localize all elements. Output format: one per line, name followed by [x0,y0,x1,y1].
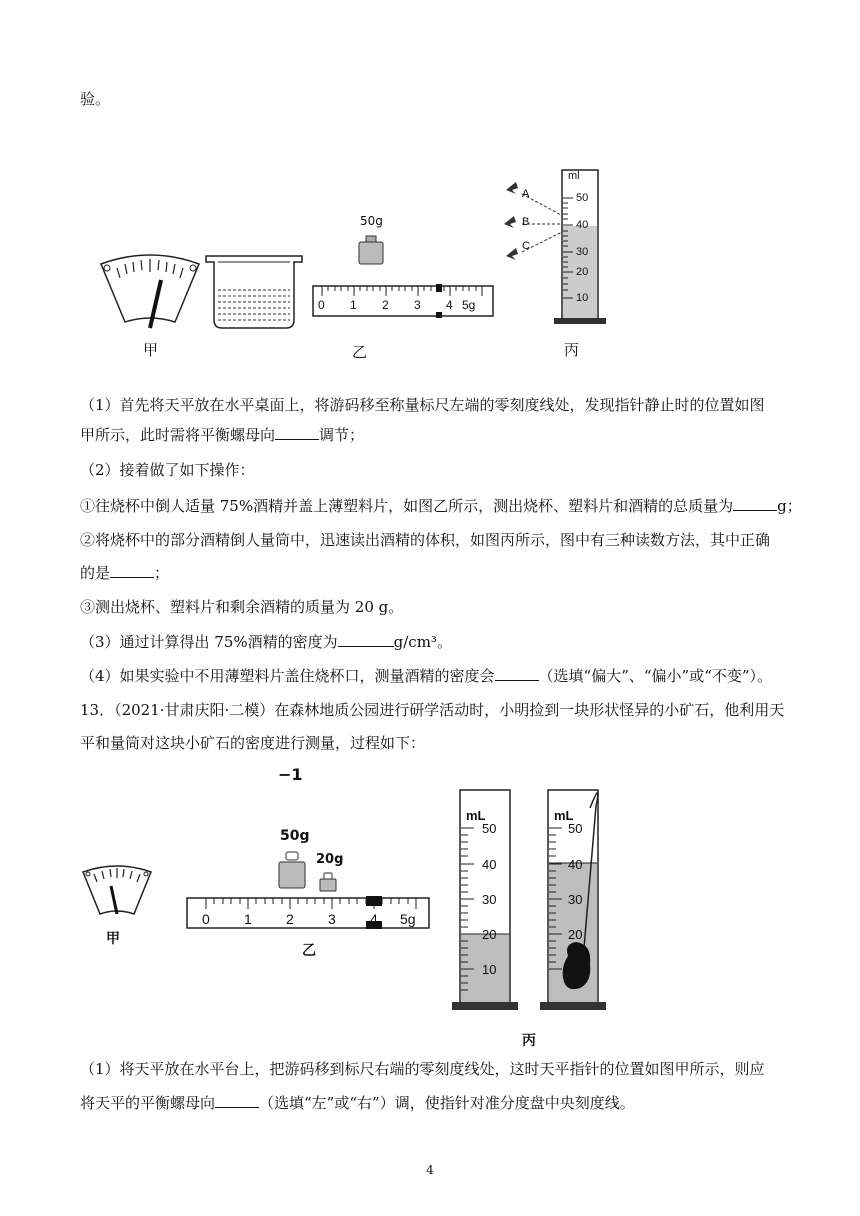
page-number: 4 [426,1163,434,1177]
cylinder-unit: mL [554,808,574,823]
text: （4）如果实验中不用薄塑料片盖住烧杯口，测量酒精的密度会 [80,667,495,685]
cylinder-mark: 30 [576,246,589,258]
text: ①往烧杯中倒人适量 75%酒精并盖上薄塑料片，如图乙所示，测出烧杯、塑料片和酒精的总质量为 [80,497,734,515]
figure-label-jia: 甲 [143,341,159,359]
q12-step2d: ③测出烧杯、塑料片和剩余酒精的质量为 20 g。 [80,598,404,616]
answer-blank [338,632,394,647]
answer-blank [215,1093,259,1108]
eye-label-c: C [522,240,530,252]
q12-step2c [80,563,169,583]
text-fragment: 验。 [80,90,111,108]
answer-blank [110,563,154,578]
q12-step2a [80,496,802,516]
weight-figure [356,234,386,266]
cylinder-mark: 20 [576,266,589,278]
cylinders-labels [450,778,620,1014]
answer-blank [495,666,539,681]
ruler-tick: 1 [244,911,252,927]
cylinder-mark: 50 [568,821,583,836]
q12-step1-line2 [80,425,364,445]
text: （选填“左”或“右”）调，使指针对准分度盘中央刻度线。 [259,1094,635,1112]
figure-label-bing-2: 丙 [522,1033,536,1049]
text: 的是 [80,564,111,582]
rider-ruler-figure-2 [186,894,430,930]
q12-step1-line1: （1）首先将天平放在水平桌面上，将游码移至称量标尺左端的零刻度线处，发现指针静止时的位置如图 [80,396,765,414]
answer-blank [275,425,319,440]
text: g； [777,497,802,515]
ruler-tick: 2 [286,911,294,927]
eye-label-b: B [522,216,530,228]
q13-step1-line2 [80,1093,635,1113]
ruler-tick: 3 [328,911,336,927]
cylinder-mark: 30 [568,892,583,907]
text: （选填“偏大”、“偏小”或“不变”）。 [538,667,773,685]
eye-label-a: A [522,188,530,200]
ruler-tick: 1 [350,298,357,312]
weight-50g-figure [276,850,308,890]
q13-step1-line1: （1）将天平放在水平台上，把游码移到标尺右端的零刻度线处，这时天平指针的位置如图甲所示，则应 [80,1060,765,1078]
figure-label-yi-2: 乙 [302,943,316,959]
q12-step2: （2）接着做了如下操作： [80,461,255,479]
cylinder-mark: 20 [568,927,583,942]
ruler-tick: 4 [446,298,453,312]
ruler-tick: 0 [202,911,210,927]
ruler-tick: 3 [414,298,421,312]
text: （3）通过计算得出 75%酒精的密度为 [80,633,338,651]
weight-label: 50g [360,214,383,228]
ruler-tick: 5g [462,298,476,312]
weight-20g-figure [318,872,338,892]
cylinder-mark: 10 [482,962,497,977]
weight-label-50g: 50g [280,828,310,844]
balance-dial-figure [95,250,205,330]
ruler-tick: 5g [400,911,416,927]
beaker-figure [204,250,304,330]
ruler-tick: 0 [318,298,325,312]
cylinder-mark: 50 [482,821,497,836]
cylinder-mark: 50 [576,192,589,204]
text: g/cm³。 [393,633,452,651]
cylinder-mark: 40 [568,857,583,872]
cylinder-mark: 10 [576,292,589,304]
q12-step3 [80,632,452,652]
cylinder-labels [496,168,616,328]
figure-label-bing: 丙 [564,341,580,359]
text: 调节； [319,426,365,444]
q12-step4 [80,666,772,686]
q12-step2b: ②将烧杯中的部分酒精倒人量筒中，迅速读出酒精的体积，如图丙所示，图中有三种读数方法，其中正确 [80,531,771,549]
cylinder-mark: 20 [482,927,497,942]
cylinder-mark: 40 [576,219,589,231]
q13-heading-line1: 13．（2021·甘肃庆阳·二模）在森林地质公园进行研学活动时，小明捡到一块形状怪异的小矿石，他利用天 [80,701,785,719]
cylinder-unit: mL [466,808,486,823]
label-minus-one: −1 [278,765,303,784]
figure-label-yi: 乙 [352,343,368,361]
cylinder-mark: 40 [482,857,497,872]
balance-dial-figure-2 [80,862,154,920]
ruler-tick: 2 [382,298,389,312]
text: 甲所示，此时需将平衡螺母向 [80,426,276,444]
cylinder-unit: ml [568,170,580,182]
text: 将天平的平衡螺母向 [80,1094,216,1112]
weight-label-20g: 20g [316,852,344,867]
answer-blank [733,496,777,511]
ruler-tick: 4 [370,911,378,927]
q13-heading-line2: 平和量筒对这块小矿石的密度进行测量，过程如下： [80,734,426,752]
text: ； [154,564,170,582]
cylinder-mark: 30 [482,892,497,907]
figure-label-jia-2: 甲 [106,931,120,947]
